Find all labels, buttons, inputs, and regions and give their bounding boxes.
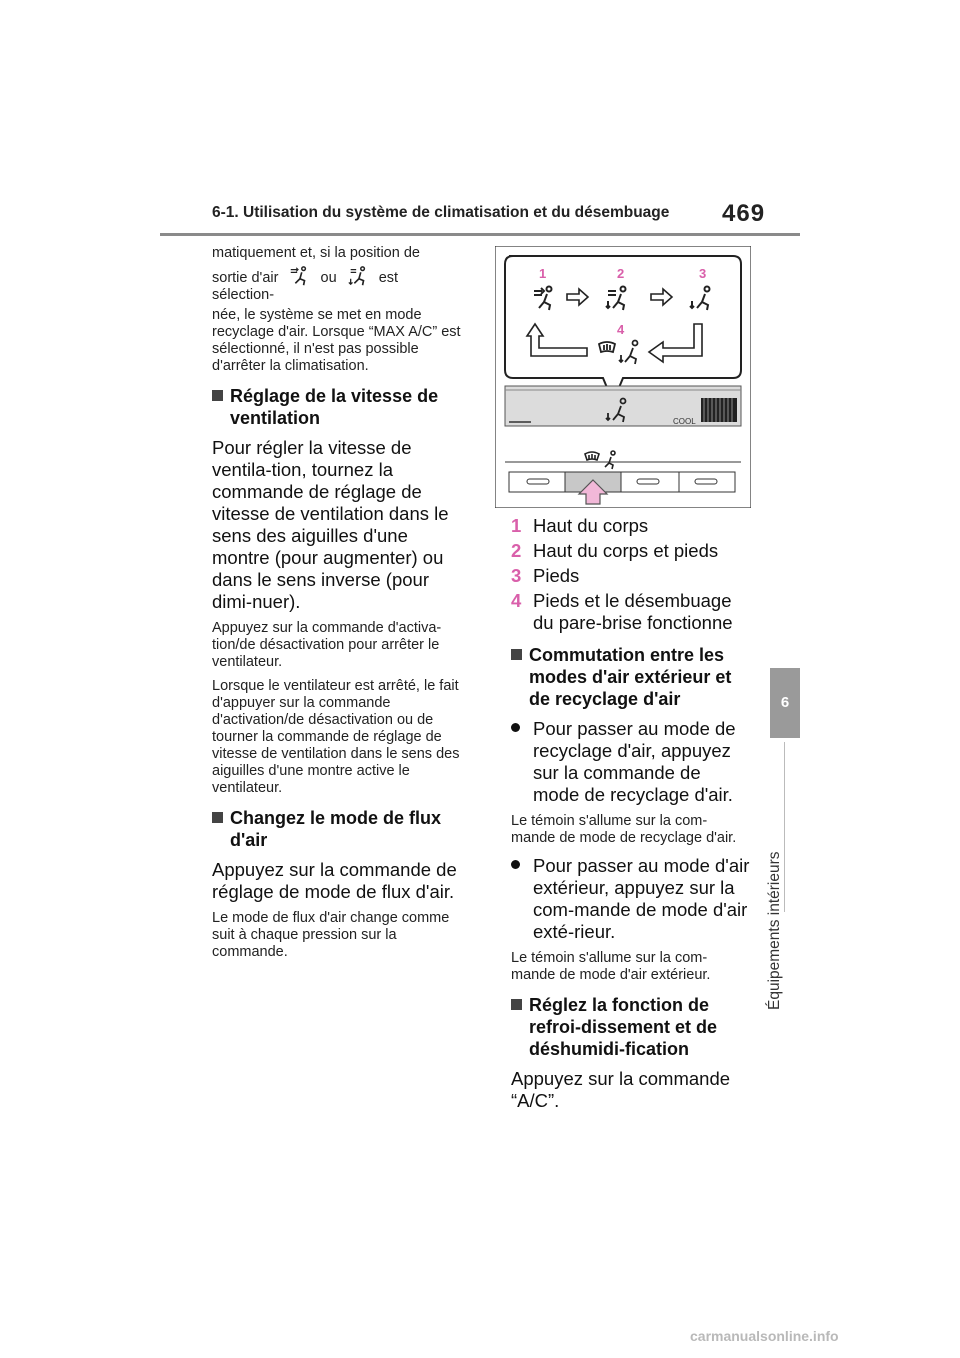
airflow-body: Appuyez sur la commande de réglage de mode de flux d'air. bbox=[212, 859, 457, 902]
label-3: 3 bbox=[699, 266, 707, 281]
page-number: 469 bbox=[722, 200, 766, 227]
heading-recirculation: Commutation entre les modes d'air extérieur et de recyclage d'air bbox=[511, 644, 751, 710]
heading-marker bbox=[212, 390, 223, 401]
label-4: 4 bbox=[617, 322, 625, 337]
intro-text-icons bbox=[212, 265, 464, 304]
heading-airflow-mode: Changez le mode de flux d'air bbox=[212, 807, 464, 851]
fan-note-1: Appuyez sur la commande d'activa-tion/de désactivation pour arrêter le ventilateur. bbox=[212, 620, 442, 670]
bullet-dot bbox=[511, 860, 520, 869]
mode-item-2: 2 Haut du corps et pieds bbox=[511, 540, 719, 561]
mode-item-1: 1 Haut du corps bbox=[511, 515, 649, 536]
heading-fan-speed: Réglage de la vitesse de ventilation bbox=[212, 385, 464, 429]
intro-text-rest: née, le système se met en mode recyclage d'air. Lorsque “MAX A/C” est sélectionné, il n'est pas possible d'arrêter la climatisation. bbox=[212, 307, 461, 374]
recirc-note-2: Le témoin s'allume sur la com-mande de mode d'air extérieur. bbox=[511, 950, 711, 983]
intro-text-b: ou bbox=[320, 270, 337, 286]
intro-text: matiquement et, si la position de bbox=[212, 245, 420, 261]
recirc-bullet-1: Pour passer au mode de recyclage d'air, appuyez sur la commande de mode de recyclage d'air. bbox=[511, 718, 751, 806]
recirc-bullet-2: Pour passer au mode d'air extérieur, appuyez sur la com-mande de mode d'air exté-rieur. bbox=[511, 855, 751, 943]
header-divider bbox=[160, 233, 800, 236]
button-strip bbox=[509, 472, 735, 492]
display-cool-text: COOL bbox=[673, 417, 696, 426]
label-1: 1 bbox=[539, 266, 547, 281]
airflow-note: Le mode de flux d'air change comme suit à chaque pression sur la commande. bbox=[212, 910, 450, 960]
section-title: 6-1. Utilisation du système de climatisation et du désembuage bbox=[212, 204, 670, 221]
heading-marker bbox=[511, 649, 522, 660]
heading-marker bbox=[212, 812, 223, 823]
left-column bbox=[212, 245, 464, 968]
label-2: 2 bbox=[617, 266, 625, 281]
mode-item-3: 3 Pieds bbox=[511, 565, 580, 586]
chapter-label: Équipements intérieurs bbox=[766, 851, 783, 1010]
upper-body-feet-airflow-icon bbox=[347, 265, 369, 287]
bullet-dot bbox=[511, 723, 520, 732]
chapter-tab: 6 bbox=[770, 668, 800, 738]
mode-item-4: 4 Pieds et le désembuage du pare-brise fonctionne bbox=[511, 590, 733, 633]
airflow-mode-illustration bbox=[495, 246, 751, 508]
ac-body: Appuyez sur la commande “A/C”. bbox=[511, 1068, 731, 1111]
fan-body: Pour régler la vitesse de ventila-tion, tournez la commande de réglage de vitesse de ventilation dans le sens des aiguilles d'une montre (pour augmenter) ou dans le sens inverse (pour dimi-nuer). bbox=[212, 437, 449, 612]
intro-text-c: est sélection- bbox=[212, 270, 399, 303]
intro-text-a: sortie d'air bbox=[212, 270, 279, 286]
heading-marker bbox=[511, 999, 522, 1010]
upper-body-airflow-icon bbox=[288, 265, 310, 287]
fan-note-2: Lorsque le ventilateur est arrêté, le fait d'appuyer sur la commande d'activation/de désactivation ou de tourner la commande de réglage de vitesse de ventilation dans le sens des aiguilles d'une montre active le ventilateur. bbox=[212, 678, 460, 796]
fan-level-bars bbox=[701, 398, 737, 422]
watermark: carmanualsonline.info bbox=[690, 1328, 839, 1344]
chapter-tab-divider bbox=[784, 742, 785, 912]
recirc-note-1: Le témoin s'allume sur la com-mande de mode de recyclage d'air. bbox=[511, 813, 737, 846]
heading-cooling: Réglez la fonction de refroi-dissement et de déshumidi-fication bbox=[511, 994, 751, 1060]
right-column bbox=[511, 515, 751, 1119]
